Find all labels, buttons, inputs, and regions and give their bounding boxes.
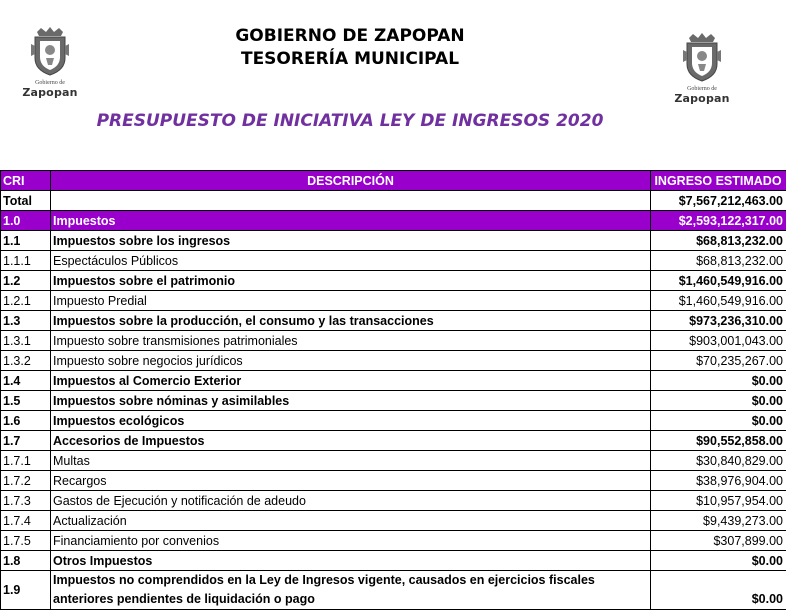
table-row	[1, 531, 786, 551]
row-amount-cell: $30,840,829.00	[651, 451, 786, 471]
row-cri-cell: 1.2.1	[1, 291, 51, 311]
row-description-cell: Espectáculos Públicos	[51, 251, 651, 271]
row-amount-cell: $0.00	[651, 571, 786, 610]
row-cri-cell: 1.7.5	[1, 531, 51, 551]
row-amount-cell: $10,957,954.00	[651, 491, 786, 511]
row-cri-cell: 1.7.4	[1, 511, 51, 531]
row-amount-cell: $68,813,232.00	[651, 231, 786, 251]
row-cri-cell: 1.3.1	[1, 331, 51, 351]
logo-small-text: Gobierno de	[687, 86, 717, 92]
table-row	[1, 211, 786, 231]
row-cri-cell: 1.0	[1, 211, 51, 231]
row-description-cell: Impuestos no comprendidos en la Ley de Ingresos vigente, causados en ejercicios fiscales anteriores pendientes de liquidación o pago	[51, 571, 651, 610]
row-amount-cell: $9,439,273.00	[651, 511, 786, 531]
row-amount-cell: $0.00	[651, 371, 786, 391]
table-row	[1, 511, 786, 531]
row-cri-cell: Total	[1, 191, 51, 211]
table-row	[1, 431, 786, 451]
row-description-cell: Impuestos sobre el patrimonio	[51, 271, 651, 291]
column-header-descripcion: DESCRIPCIÓN	[51, 171, 651, 191]
row-amount-cell: $973,236,310.00	[651, 311, 786, 331]
row-description-cell	[51, 191, 651, 211]
row-description-cell: Impuestos sobre los ingresos	[51, 231, 651, 251]
row-description-cell: Impuestos	[51, 211, 651, 231]
row-description-cell: Impuesto sobre negocios jurídicos	[51, 351, 651, 371]
row-cri-cell: 1.5	[1, 391, 51, 411]
row-amount-cell: $38,976,904.00	[651, 471, 786, 491]
logo-big-text: Zapopan	[22, 86, 78, 99]
table-row	[1, 571, 786, 610]
row-amount-cell: $903,001,043.00	[651, 331, 786, 351]
row-amount-cell: $1,460,549,916.00	[651, 291, 786, 311]
title-line-2: TESORERÍA MUNICIPAL	[240, 49, 460, 69]
row-description-cell: Impuestos sobre nóminas y asimilables	[51, 391, 651, 411]
row-cri-cell: 1.7	[1, 431, 51, 451]
row-amount-cell: $0.00	[651, 391, 786, 411]
row-cri-cell: 1.4	[1, 371, 51, 391]
row-amount-cell: $2,593,122,317.00	[651, 211, 786, 231]
title-line-1: GOBIERNO DE ZAPOPAN	[235, 26, 465, 46]
row-description-cell: Multas	[51, 451, 651, 471]
row-amount-cell: $7,567,212,463.00	[651, 191, 786, 211]
zapopan-crest-icon	[25, 24, 75, 78]
column-header-cri: CRI	[1, 171, 51, 191]
row-description-cell: Impuestos al Comercio Exterior	[51, 371, 651, 391]
table-row	[1, 411, 786, 431]
table-row	[1, 191, 786, 211]
row-description-cell: Gastos de Ejecución y notificación de adeudo	[51, 491, 651, 511]
document-subtitle: PRESUPUESTO DE INICIATIVA LEY DE INGRESOS 2020	[96, 111, 604, 131]
row-description-cell: Actualización	[51, 511, 651, 531]
row-amount-cell: $1,460,549,916.00	[651, 271, 786, 291]
table-row	[1, 371, 786, 391]
table-row	[1, 471, 786, 491]
row-cri-cell: 1.1.1	[1, 251, 51, 271]
table-row	[1, 351, 786, 371]
row-description-cell: Impuesto Predial	[51, 291, 651, 311]
row-amount-cell: $90,552,858.00	[651, 431, 786, 451]
table-row	[1, 551, 786, 571]
row-cri-cell: 1.6	[1, 411, 51, 431]
row-description-cell: Financiamiento por convenios	[51, 531, 651, 551]
table-row	[1, 311, 786, 331]
row-description-cell: Accesorios de Impuestos	[51, 431, 651, 451]
row-cri-cell: 1.7.1	[1, 451, 51, 471]
row-description-cell: Impuestos ecológicos	[51, 411, 651, 431]
row-description-cell: Otros Impuestos	[51, 551, 651, 571]
row-cri-cell: 1.7.3	[1, 491, 51, 511]
table-row	[1, 271, 786, 291]
table-row	[1, 291, 786, 311]
logo-right	[672, 30, 732, 105]
row-cri-cell: 1.7.2	[1, 471, 51, 491]
row-description-cell: Recargos	[51, 471, 651, 491]
table-row	[1, 251, 786, 271]
table-row	[1, 331, 786, 351]
row-amount-cell: $0.00	[651, 411, 786, 431]
logo-left	[18, 24, 82, 99]
row-cri-cell: 1.3.2	[1, 351, 51, 371]
row-description-cell: Impuestos sobre la producción, el consumo y las transacciones	[51, 311, 651, 331]
row-amount-cell: $70,235,267.00	[651, 351, 786, 371]
row-amount-cell: $0.00	[651, 551, 786, 571]
logo-small-text: Gobierno de	[35, 80, 65, 86]
row-amount-cell: $307,899.00	[651, 531, 786, 551]
row-cri-cell: 1.3	[1, 311, 51, 331]
row-description-cell: Impuesto sobre transmisiones patrimoniales	[51, 331, 651, 351]
row-cri-cell: 1.8	[1, 551, 51, 571]
table-row	[1, 491, 786, 511]
row-cri-cell: 1.1	[1, 231, 51, 251]
row-cri-cell: 1.9	[1, 571, 51, 610]
row-cri-cell: 1.2	[1, 271, 51, 291]
table-header-row	[1, 171, 786, 191]
column-header-ingreso: INGRESO ESTIMADO	[651, 171, 786, 191]
table-row	[1, 391, 786, 411]
table-body	[1, 191, 786, 610]
logo-big-text: Zapopan	[674, 92, 730, 105]
table-row	[1, 231, 786, 251]
document-header	[0, 0, 786, 170]
table-row	[1, 451, 786, 471]
zapopan-crest-icon	[677, 30, 727, 84]
row-amount-cell: $68,813,232.00	[651, 251, 786, 271]
income-table	[0, 170, 786, 610]
